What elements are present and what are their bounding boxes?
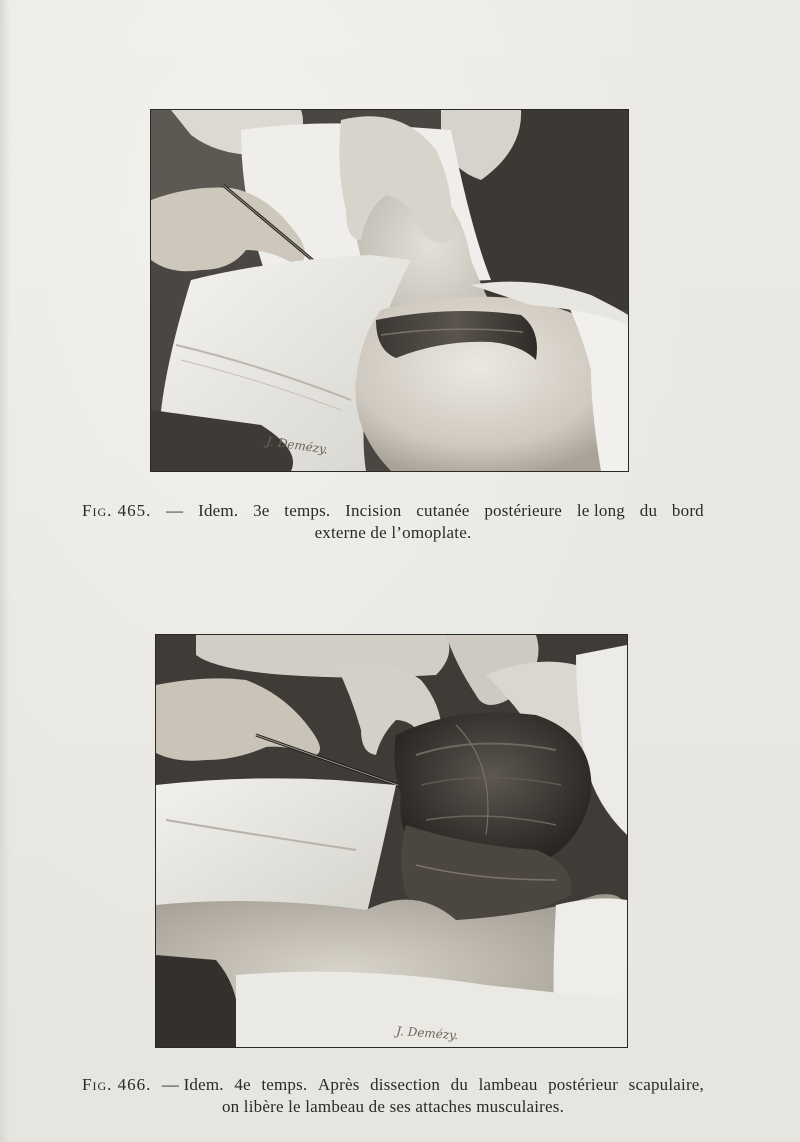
figure-465-caption-line-1 — [82, 500, 704, 522]
caption-word: temps. — [284, 501, 331, 520]
figure-466-caption-line-1 — [82, 1074, 704, 1096]
caption-word: le long — [576, 501, 625, 520]
caption-word: dissection — [370, 1075, 441, 1094]
caption-word: Idem. — [198, 501, 239, 520]
caption-word: temps. — [261, 1075, 308, 1094]
caption-word: lambeau — [478, 1075, 538, 1094]
figure-465-signature: J. Demézy. — [265, 434, 329, 457]
caption-word: Après — [317, 1075, 360, 1094]
figure-466-label: Fig. 466. — [82, 1075, 152, 1094]
page-edge-shadow — [0, 0, 10, 1142]
figure-466-caption — [82, 1074, 704, 1118]
figure-466-photograph — [156, 635, 627, 1047]
figure-466-caption-line-2: on libère le lambeau de ses attaches musculaires. — [221, 1097, 565, 1116]
caption-word: cutanée — [416, 501, 470, 520]
figure-465-illustration — [151, 110, 628, 471]
figure-465-photograph — [151, 110, 628, 471]
caption-word: 3e — [253, 501, 270, 520]
caption-word: — — [166, 501, 184, 520]
figure-465-label: Fig. 465. — [82, 501, 152, 520]
caption-word: bord — [671, 501, 704, 520]
caption-word: du — [450, 1075, 469, 1094]
caption-word: — Idem. — [161, 1075, 224, 1094]
figure-466-signature: J. Demézy. — [395, 1024, 459, 1043]
caption-word: du — [639, 501, 658, 520]
figure-466-illustration — [156, 635, 627, 1047]
caption-word: postérieur — [548, 1075, 619, 1094]
figure-465-caption — [82, 500, 704, 544]
caption-word: postérieure — [484, 501, 563, 520]
caption-word: scapulaire, — [628, 1075, 704, 1094]
caption-word: 4e — [234, 1075, 251, 1094]
caption-word: Incision — [345, 501, 402, 520]
figure-465-caption-line-2: externe de l’omoplate. — [314, 523, 472, 542]
